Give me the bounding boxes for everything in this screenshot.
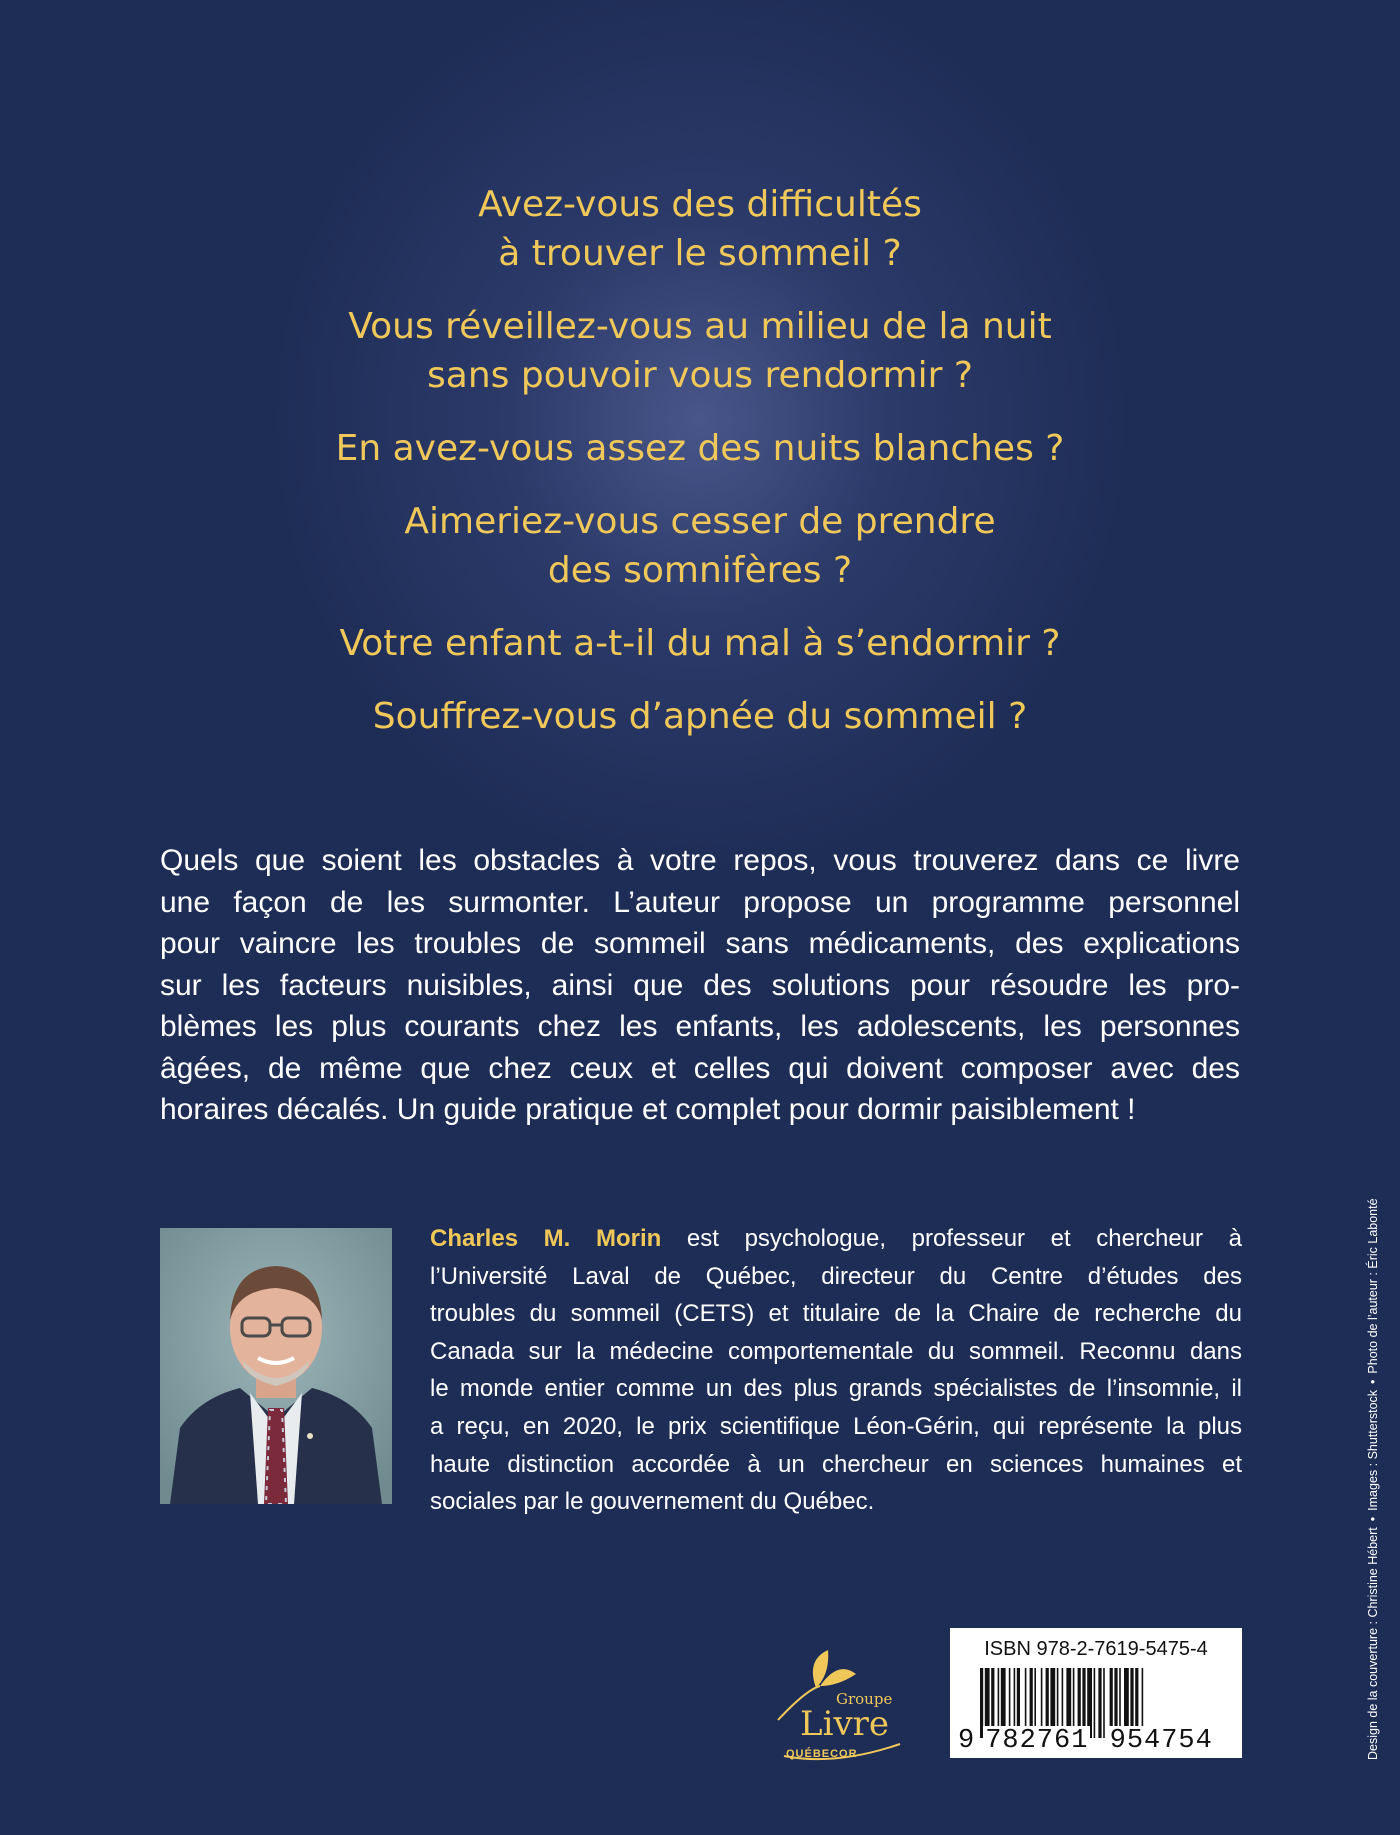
question-line: sans pouvoir vous rendormir ? xyxy=(427,355,973,396)
question-line: Souffrez-vous d’apnée du sommeil ? xyxy=(372,696,1028,737)
publisher-group-label: Groupe xyxy=(836,1690,893,1708)
author-bio xyxy=(430,1220,1242,1521)
question-6 xyxy=(200,692,1200,741)
bio-line: l’Université Laval de Québec, directeur du Centre d’études des xyxy=(430,1262,1242,1290)
ean-left-group: 782761 xyxy=(985,1726,1089,1756)
bio-line: a reçu, en 2020, le prix scientifique Léon-Gérin, qui représente la plus xyxy=(430,1412,1242,1440)
question-1 xyxy=(200,180,1200,278)
ean-digits xyxy=(958,1726,1215,1756)
bio-line: Canada sur la médecine comportementale du sommeil. Reconnu dans xyxy=(430,1337,1242,1365)
bio-line: troubles du sommeil (CETS) et titulaire de la Chaire de recherche du xyxy=(430,1300,1242,1328)
question-3 xyxy=(200,424,1200,473)
question-line: Aimeriez-vous cesser de prendre xyxy=(404,501,996,542)
bio-line: le monde entier comme un des plus grands spécialistes de l’insomnie, il xyxy=(430,1375,1242,1403)
description-line: âgées, de même que chez ceux et celles qui doivent composer avec des xyxy=(160,1051,1240,1085)
question-5 xyxy=(200,619,1200,668)
isbn-label: ISBN 978-2-7619-5475-4 xyxy=(984,1638,1208,1660)
publisher-name: Livre xyxy=(800,1704,890,1744)
question-2 xyxy=(200,302,1200,400)
question-4 xyxy=(200,497,1200,595)
bio-first-line xyxy=(430,1220,1242,1258)
question-line: des somnifères ? xyxy=(547,550,853,591)
description-line: horaires décalés. Un guide pratique et complet pour dormir paisiblement ! xyxy=(160,1093,1136,1126)
separator: • xyxy=(1366,1379,1380,1384)
description-line: blèmes les plus courants chez les enfants, les adolescents, les personnes xyxy=(160,1010,1240,1043)
question-line: à trouver le sommeil ? xyxy=(498,233,902,274)
description-line: pour vaincre les troubles de sommeil sans médicaments, des explications xyxy=(160,927,1240,960)
bio-line: haute distinction accordée à un chercheur en sciences humaines et xyxy=(430,1450,1242,1478)
description-line: sur les facteurs nuisibles, ainsi que des solutions pour résoudre les pro- xyxy=(160,968,1240,1002)
bio-line: sociales par le gouvernement du Québec. xyxy=(430,1488,875,1516)
question-line: Votre enfant a-t-il du mal à s’endormir ? xyxy=(339,623,1061,664)
question-line: En avez-vous assez des nuits blanches ? xyxy=(335,428,1065,469)
ean-right-group: 954754 xyxy=(1109,1726,1213,1756)
cover-credits xyxy=(1366,1070,1380,1760)
description-line: une façon de les surmonter. L’auteur propose un programme personnel xyxy=(160,885,1240,919)
separator: • xyxy=(1366,1516,1380,1522)
question-line: Vous réveillez-vous au milieu de la nuit xyxy=(348,306,1052,347)
author-portrait-illustration xyxy=(160,1228,392,1504)
photo-credit: Photo de l’auteur : Éric Labonté xyxy=(1366,1198,1380,1374)
publisher-brand: QUÉBECOR xyxy=(786,1748,858,1760)
isbn-barcode-box xyxy=(950,1628,1242,1758)
question-list xyxy=(200,180,1200,765)
description-line: Quels que soient les obstacles à votre repos, vous trouverez dans ce livre xyxy=(160,844,1240,877)
author-photo xyxy=(160,1228,392,1504)
ean-first-digit: 9 xyxy=(958,1726,976,1756)
question-line: Avez-vous des difficultés xyxy=(478,184,922,225)
design-credit: Design de la couverture : Christine Hébert xyxy=(1366,1527,1380,1760)
bio-text: est psychologue, professeur et chercheur à xyxy=(661,1225,1243,1252)
author-name: Charles M. Morin xyxy=(430,1225,662,1252)
images-credit: Images : Shutterstock xyxy=(1366,1389,1380,1511)
book-description xyxy=(160,840,1240,1131)
publisher-logo xyxy=(776,1640,916,1770)
